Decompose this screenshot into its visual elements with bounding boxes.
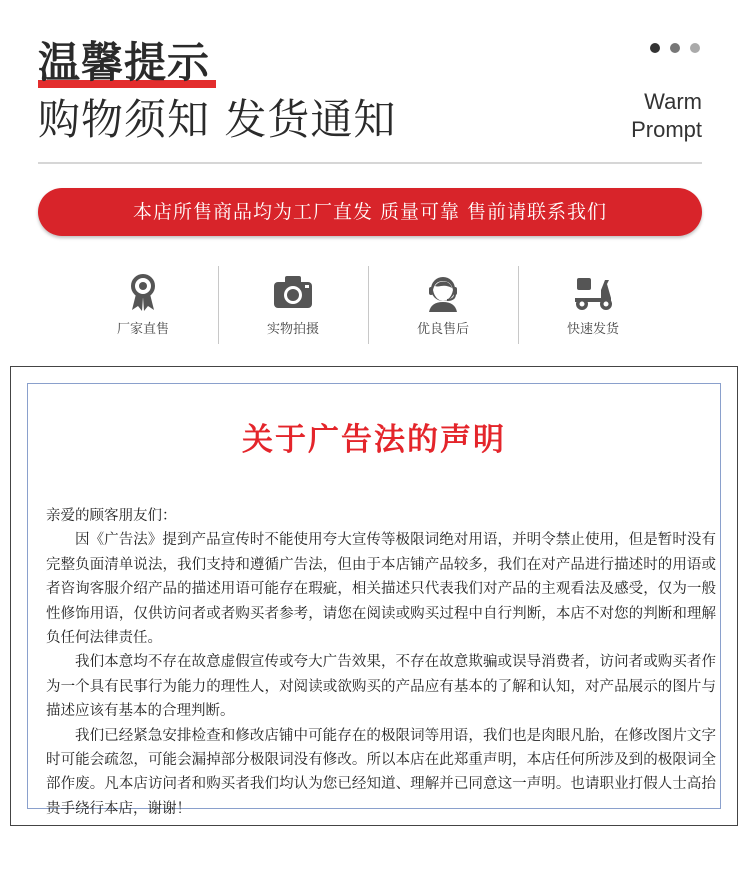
warm-prompt-label — [631, 88, 702, 144]
feature-after-sales — [368, 266, 518, 342]
camera-icon — [271, 272, 315, 312]
notice-box — [10, 366, 738, 826]
notice-inner-frame — [27, 383, 721, 817]
warm-text: Warm — [644, 89, 702, 114]
delivery-scooter-icon — [571, 272, 615, 312]
notice-body — [46, 504, 716, 821]
page-title: 温馨提示 — [38, 38, 211, 87]
feature-real-photos — [218, 266, 368, 342]
header-divider — [38, 162, 702, 164]
award-ribbon-icon — [121, 272, 165, 312]
customer-service-icon — [421, 272, 465, 312]
dot-2 — [670, 43, 680, 53]
feature-fast-delivery — [518, 266, 668, 342]
dot-1 — [650, 43, 660, 53]
notice-paragraph: 我们已经紧急安排检查和修改店铺中可能存在的极限词等用语，我们也是肉眼凡胎，在修改图片文字时可能会疏忽，可能会漏掉部分极限词没有修改。所以本店在此郑重声明，本店任何所涉及到的极限词全部作废。凡本店访问者和购买者我们均认为您已经知道、理解并已同意这一声明。也请职业打假人士高抬贵手绕行本店，谢谢！ — [46, 727, 716, 817]
feature-row — [68, 266, 668, 342]
dot-3 — [690, 43, 700, 53]
feature-factory-direct — [68, 266, 218, 342]
pagination-dots — [650, 43, 700, 53]
notice-paragraph: 我们本意均不存在故意虚假宣传或夸大广告效果，不存在故意欺骗或误导消费者，访问者或购买者作为一个具有民事行为能力的理性人，对阅读或欲购买的产品应有基本的了解和认知，对产品展示的图片与描述应该有基本的合理判断。 — [46, 654, 716, 720]
feature-label: 实物拍摄 — [266, 322, 319, 337]
notice-paragraph: 因《广告法》提到产品宣传时不能使用夸大宣传等极限词绝对用语，并明令禁止使用，但是暂时没有完整负面清单说法，我们支持和遵循广告法，但由于本店铺产品较多，我们在对产品进行描述时的用语或者咨询客服介绍产品的描述用语可能存在瑕疵，相关描述只代表我们对产品的主观看法及感受，仅为一般性修饰用语，仅供访问者或者购买者参考，请您在阅读或购买过程中自行判断，本店不对您的判断和理解负任何法律责任。 — [46, 532, 716, 647]
page-subtitle: 购物须知 发货通知 — [38, 95, 397, 144]
feature-label: 优良售后 — [416, 322, 469, 337]
prompt-text: Prompt — [631, 117, 702, 142]
notice-banner: 本店所售商品均为工厂直发 质量可靠 售前请联系我们 — [38, 188, 702, 236]
notice-greeting: 亲爱的顾客朋友们： — [46, 508, 177, 524]
notice-title: 关于广告法的声明 — [242, 422, 506, 458]
feature-label: 厂家直售 — [116, 322, 169, 337]
feature-label: 快速发货 — [566, 322, 619, 337]
